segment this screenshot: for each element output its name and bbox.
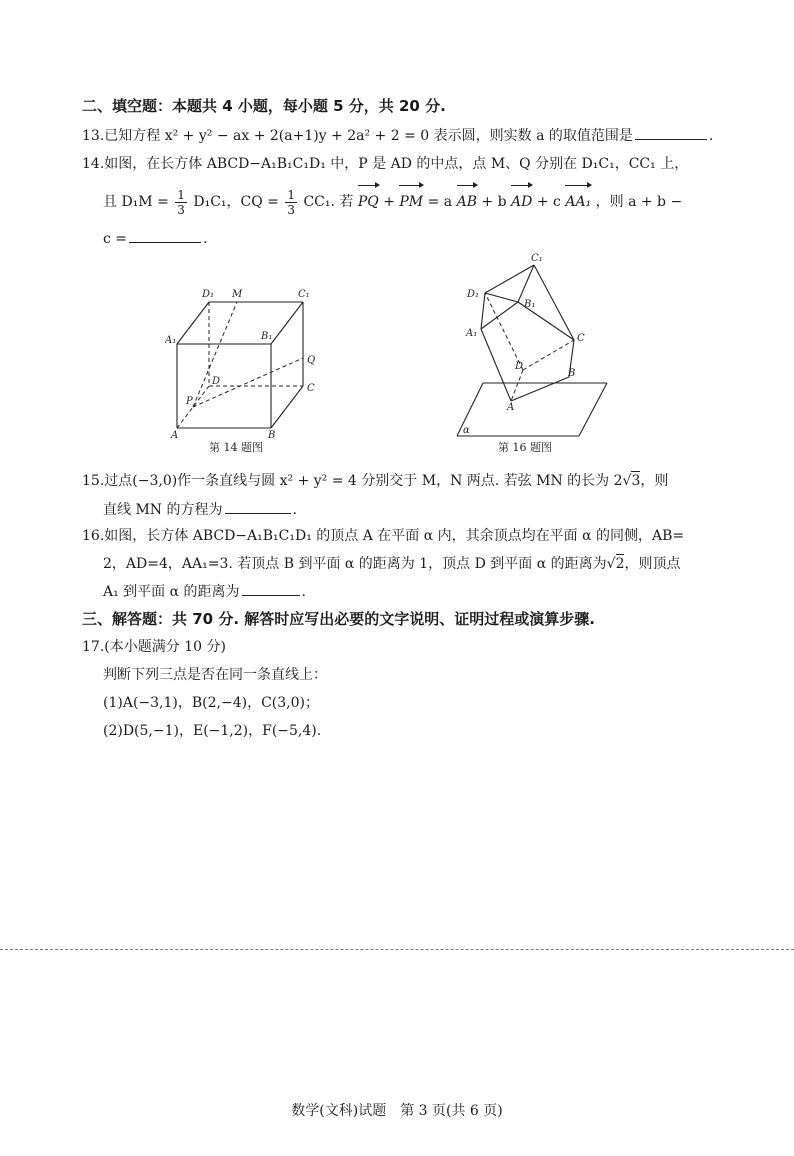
q14-answer-blank[interactable] [129, 228, 201, 243]
q15-end: . [292, 502, 297, 518]
q14-eq: = a [427, 194, 453, 210]
q15-sqrt: 3 [631, 473, 641, 489]
question-16-line1: 16.如图，长方体 ABCD−A₁B₁C₁D₁ 的顶点 A 在平面 α 内，其余顶点均在平面 α 的同侧，AB= [82, 528, 685, 544]
label-c1: C₁ [298, 289, 310, 300]
q13-end: . [708, 128, 714, 144]
label-a1: A₁ [165, 335, 177, 346]
q16-line3-text: A₁ 到平面 α 的距离为 [103, 584, 240, 600]
q14-c-eq: c = [103, 231, 128, 247]
vector-ab: AB [457, 184, 477, 216]
vector-ad: AD [511, 184, 532, 216]
question-16-line2: 2，AD=4，AA₁=3. 若顶点 B 到平面 α 的距离为 1，顶点 D 到平面 α 的距离为√2，则顶点 [103, 556, 681, 572]
q16-line2-text: 2，AD=4，AA₁=3. 若顶点 B 到平面 α 的距离为 1，顶点 D 到平面 α 的距离为 [103, 556, 607, 572]
figure-16-caption: 第 16 题图 [498, 441, 552, 454]
label-a: A [507, 402, 515, 413]
vector-aa1: AA₁ [565, 184, 591, 216]
label-m: M [232, 289, 243, 300]
label-a1: A₁ [466, 328, 478, 339]
figure-16-tilted-cuboid [455, 252, 615, 458]
q15-answer-blank[interactable] [225, 499, 291, 514]
question-17-head: 17.(本小题满分 10 分) [82, 639, 226, 655]
label-alpha: α [463, 425, 470, 436]
label-a: A [171, 430, 179, 441]
question-16-line3 [103, 581, 306, 602]
q14-mid2: CC₁. 若 [303, 194, 354, 210]
q16-line2-end: ，则顶点 [624, 556, 681, 572]
label-d1: D₁ [467, 289, 480, 300]
label-b1: B₁ [261, 331, 273, 342]
label-c: C [577, 333, 585, 344]
label-b: B [568, 368, 576, 379]
q15-line1-end: ，则 [640, 473, 669, 489]
q14-plus: + [383, 194, 395, 210]
q16-end: . [301, 584, 306, 600]
question-14-line3 [103, 228, 207, 249]
question-13 [82, 125, 713, 146]
question-17-prompt: 判断下列三点是否在同一条直线上： [103, 667, 327, 683]
fraction-one-third: $\frac{1}{3}$ [177, 187, 185, 217]
label-d: D [515, 361, 524, 372]
label-p: P [186, 396, 193, 407]
q13-answer-blank[interactable] [635, 125, 707, 140]
q14-c: + c [536, 194, 561, 210]
question-17-item-2: (2)D(5,−1)，E(−1,2)，F(−5,4). [103, 723, 322, 739]
question-14-line1: 14.如图，在长方体 ABCD−A₁B₁C₁D₁ 中，P 是 AD 的中点，点 M、Q 分别在 D₁C₁，CC₁ 上， [82, 156, 689, 172]
label-b: B [268, 430, 276, 441]
label-c: C [307, 383, 315, 394]
vector-pq: PQ [358, 184, 379, 216]
q13-text: 13.已知方程 x² + y² − ax + 2(a+1)y + 2a² + 2 = 0 表示圆，则实数 a 的取值范围是 [82, 128, 633, 144]
dashed-separator [0, 949, 794, 950]
page-footer: 数学(文科)试题 第 3 页(共 6 页) [291, 1103, 503, 1119]
label-d1: D₁ [202, 289, 215, 300]
label-q: Q [307, 355, 316, 366]
fraction-one-third-2: $\frac{1}{3}$ [287, 187, 295, 217]
label-c1: C₁ [531, 253, 543, 264]
question-14-line2 [103, 184, 682, 217]
figure-14-cuboid [165, 283, 330, 458]
q14-mid1: D₁C₁，CQ = [193, 194, 279, 210]
q14-b: + b [481, 194, 507, 210]
q14-end: . [203, 231, 208, 247]
question-17-item-1: (1)A(−3,1)，B(2,−4)，C(3,0)； [103, 695, 319, 711]
q16-sqrt: 2 [615, 556, 625, 572]
q14-tail: ，则 a + b − [595, 194, 683, 210]
section-3-title: 三、解答题：共 70 分. 解答时应写出必要的文字说明、证明过程或演算步骤. [82, 610, 595, 628]
q15-line2-text: 直线 MN 的方程为 [103, 502, 223, 518]
label-d: D [212, 376, 221, 387]
vector-pm: PM [399, 184, 423, 216]
question-15-line2 [103, 499, 297, 520]
label-b1: B₁ [524, 299, 536, 310]
figure-14-caption: 第 14 题图 [209, 441, 263, 454]
q15-text: 15.过点(−3,0)作一条直线与圆 x² + y² = 4 分别交于 M，N 两点. 若弦 MN 的长为 2 [82, 473, 623, 489]
question-15-line1: 15.过点(−3,0)作一条直线与圆 x² + y² = 4 分别交于 M，N 两点. 若弦 MN 的长为 2√3，则 [82, 473, 669, 489]
q16-answer-blank[interactable] [242, 581, 300, 596]
q14-pre: 且 D₁M = [103, 194, 169, 210]
section-2-title: 二、填空题：本题共 4 小题，每小题 5 分，共 20 分. [82, 97, 446, 115]
